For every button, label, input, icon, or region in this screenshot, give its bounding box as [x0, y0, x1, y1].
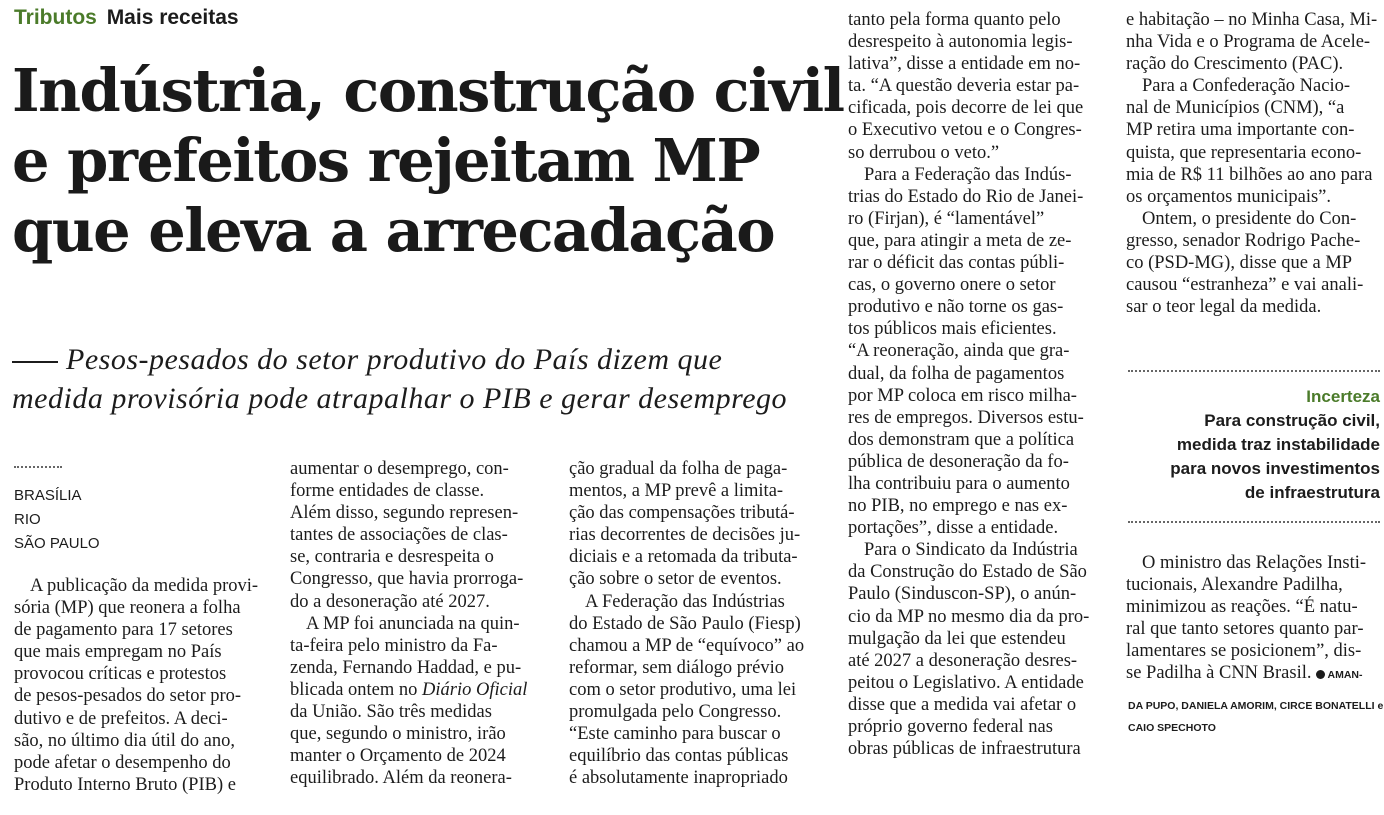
text-line: ral que tanto setores quanto par- — [1126, 619, 1364, 640]
text-line: pode afetar o desempenho do — [14, 752, 231, 773]
text-line: se Padilha à CNN Brasil. — [1126, 663, 1312, 684]
text-line: Para a Confederação Nacio- — [1142, 76, 1351, 97]
text-line: provocou críticas e protestos — [14, 664, 227, 685]
text-line: Congresso, que havia prorroga- — [290, 569, 524, 590]
text-line: que, segundo o ministro, irão — [290, 724, 506, 745]
text-line: dutivo e de prefeitos. A deci- — [14, 708, 228, 729]
byline-line: DA PUPO, DANIELA AMORIM, CIRCE BONATELLI e — [1128, 700, 1384, 712]
text-line: do a desoneração até 2027. — [290, 591, 490, 612]
article-column-5 — [1126, 9, 1384, 318]
dateline-place: RIO — [14, 511, 41, 528]
text-line: produtivo e não torne os gas- — [848, 297, 1064, 318]
text-line: dual, da folha de pagamentos — [848, 363, 1065, 384]
paragraph — [290, 458, 548, 613]
dateline-place: SÃO PAULO — [14, 535, 100, 552]
text-line: desrespeito à autonomia legis- — [848, 32, 1073, 53]
article-column-1 — [14, 575, 272, 796]
text-line: cio da MP no mesmo dia da pro- — [848, 606, 1090, 627]
text-line: os orçamentos municipais”. — [1126, 186, 1331, 207]
subhead-line: Para construção civil, — [1204, 411, 1380, 430]
text-line: ro (Firjan), é “lamentável” — [848, 208, 1045, 229]
text-line: minimizou as reações. “É natu- — [1126, 597, 1358, 618]
text-line: ração do Crescimento (PAC). — [1126, 54, 1344, 75]
text-line: lha contribuiu para o aumento — [848, 473, 1070, 494]
text-line: nha Vida e o Programa de Acele- — [1126, 32, 1371, 53]
dateline-place: BRASÍLIA — [14, 487, 82, 504]
text-line: peitou o Legislativo. A entidade — [848, 672, 1084, 693]
text-line: da União. São três medidas — [290, 702, 492, 723]
section-name: Tributos — [14, 6, 97, 29]
text-line: no PIB, no emprego e nas ex- — [848, 496, 1068, 517]
text-line: res de empregos. Diversos estu- — [848, 407, 1084, 428]
text-line: O ministro das Relações Insti- — [1142, 553, 1367, 573]
text-line: cas, o governo onere o setor — [848, 275, 1056, 296]
text-line: A MP foi anunciada na quin- — [306, 613, 520, 634]
text-line: Ontem, o presidente do Con- — [1142, 208, 1357, 229]
text-line: e habitação – no Minha Casa, Mi- — [1126, 10, 1378, 30]
byline — [1128, 695, 1383, 739]
paragraph — [1126, 208, 1384, 318]
text-line: “Este caminho para buscar o — [569, 724, 781, 745]
text-line: mulgação da lei que estendeu — [848, 628, 1066, 649]
paragraph — [290, 701, 548, 789]
text-line: ta-feira pelo ministro da Fa- — [290, 635, 498, 656]
text-line: se, contraria e desrespeita o — [290, 547, 494, 568]
paragraph — [1126, 552, 1384, 662]
article-column-3 — [569, 458, 827, 789]
text-line: tos públicos mais eficientes. — [848, 319, 1057, 340]
byline-start: AMAN- — [1327, 669, 1363, 682]
text-line: promulgada pelo Congresso. — [569, 702, 782, 723]
text-line: A Federação das Indústrias — [585, 591, 785, 612]
paragraph — [848, 9, 1106, 164]
paragraph — [569, 591, 827, 790]
paragraph — [1126, 9, 1384, 75]
deck-line: medida provisória pode atrapalhar o PIB e gerar desemprego — [12, 382, 788, 415]
text-line: de pesos-pesados do setor pro- — [14, 686, 242, 707]
text-line: chamou a MP de “equívoco” ao — [569, 635, 805, 656]
text-line: tanto pela forma quanto pelo — [848, 10, 1061, 30]
text-line: zenda, Fernando Haddad, e pu- — [290, 657, 522, 678]
dotted-divider — [1128, 521, 1380, 523]
newspaper-name: Diário Oficial — [422, 679, 528, 700]
subhead-label: Incerteza — [1306, 387, 1380, 406]
text-line: trias do Estado do Rio de Janei- — [848, 186, 1084, 207]
text-line: Produto Interno Bruto (PIB) e — [14, 774, 236, 795]
text-line: da Construção do Estado de São — [848, 562, 1087, 583]
text-line: ção das compensações tributá- — [569, 503, 795, 524]
text-line: ção sobre o setor de eventos. — [569, 569, 782, 590]
text-line: portações”, disse a entidade. — [848, 518, 1059, 539]
text-line: cificada, pois decorre de lei que — [848, 98, 1084, 119]
text-line: lamentares se posicionem”, dis- — [1126, 641, 1362, 662]
headline-line: e prefeitos rejeitam MP — [12, 126, 760, 195]
text-line: com o setor produtivo, uma lei — [569, 679, 797, 700]
text-line: mia de R$ 11 bilhões ao ano para — [1126, 164, 1373, 185]
text-line: “A reoneração, ainda que gra- — [848, 341, 1070, 362]
text-line: nal de Municípios (CNM), “a — [1126, 98, 1345, 119]
text-line: lativa”, disse a entidade em no- — [848, 54, 1081, 75]
text-line: tucionais, Alexandre Padilha, — [1126, 575, 1343, 596]
text-line: Para a Federação das Indús- — [864, 164, 1072, 185]
text-line: gresso, senador Rodrigo Pache- — [1126, 230, 1361, 251]
text-line: que, para atingir a meta de ze- — [848, 230, 1072, 251]
subhead-line: para novos investimentos — [1170, 459, 1380, 478]
article-column-5-bottom — [1126, 552, 1384, 687]
deck-rule — [12, 361, 58, 363]
text-line: forme entidades de classe. — [290, 481, 485, 502]
text-line: equilibrado. Além da reonera- — [290, 768, 512, 789]
dotted-divider — [1128, 370, 1380, 372]
subhead-line: de infraestrutura — [1244, 483, 1380, 502]
text-line — [1126, 662, 1384, 686]
end-bullet-icon — [1316, 670, 1325, 679]
text-line: reformar, sem diálogo prévio — [569, 657, 785, 678]
article-column-4 — [848, 9, 1106, 760]
text-line: Paulo (Sinduscon-SP), o anún- — [848, 584, 1077, 605]
text-line: tantes de associações de clas- — [290, 525, 508, 546]
text-line: pública de desoneração da fo- — [848, 451, 1069, 472]
text-line: são, no último dia útil do ano, — [14, 730, 235, 751]
text-line: é absolutamente inapropriado — [569, 768, 788, 789]
byline-line: CAIO SPECHOTO — [1128, 722, 1216, 734]
text-line: obras públicas de infraestrutura — [848, 739, 1081, 760]
text-line: ção gradual da folha de paga- — [569, 459, 788, 479]
section-topic: Mais receitas — [106, 6, 239, 29]
section-kicker — [14, 6, 239, 30]
text-line: Para o Sindicato da Indústria — [864, 540, 1078, 561]
text-line: diciais e a retomada da tributa- — [569, 547, 798, 568]
text-line: que mais empregam no País — [14, 642, 222, 663]
text-line — [290, 679, 548, 701]
text-line: até 2027 a desoneração desres- — [848, 650, 1078, 671]
text-line: dos demonstram que a política — [848, 429, 1075, 450]
subhead — [1128, 409, 1380, 505]
text-line: co (PSD-MG), disse que a MP — [1126, 253, 1353, 274]
text-line: manter o Orçamento de 2024 — [290, 746, 506, 767]
paragraph — [290, 613, 548, 679]
text-line: o Executivo vetou e o Congres- — [848, 120, 1082, 141]
headline-line: Indústria, construção civil — [12, 56, 844, 125]
text-line: MP retira uma importante con- — [1126, 120, 1355, 141]
text-line: Além disso, segundo represen- — [290, 503, 519, 524]
subhead-line: medida traz instabilidade — [1176, 435, 1380, 454]
headline — [12, 56, 844, 266]
article-column-2 — [290, 458, 548, 789]
text-line: sória (MP) que reonera a folha — [14, 598, 241, 619]
deck-line: Pesos-pesados do setor produtivo do País dizem que — [66, 343, 723, 376]
text-line: próprio governo federal nas — [848, 717, 1053, 737]
text-line: disse que a medida vai afetar o — [848, 694, 1077, 715]
paragraph — [848, 164, 1106, 540]
text-line: do Estado de São Paulo (Fiesp) — [569, 613, 801, 634]
paragraph — [1126, 75, 1384, 208]
text-line: sar o teor legal da medida. — [1126, 297, 1322, 318]
text-line: so derrubou o veto.” — [848, 142, 1000, 163]
text-line: blicada ontem no — [290, 679, 418, 700]
dotted-divider — [14, 466, 62, 468]
deck — [12, 340, 812, 418]
text-line: quista, que representaria econo- — [1126, 142, 1362, 163]
text-line: por MP coloca em risco milha- — [848, 385, 1077, 406]
text-line: rias decorrentes de decisões ju- — [569, 525, 801, 546]
text-line: A publicação da medida provi- — [30, 576, 259, 596]
dateline — [14, 484, 100, 556]
text-line: mentos, a MP prevê a limita- — [569, 481, 784, 502]
text-line: de pagamento para 17 setores — [14, 620, 233, 641]
headline-line: que eleva a arrecadação — [12, 196, 775, 265]
text-line: ta. “A questão deveria estar pa- — [848, 76, 1080, 97]
paragraph — [569, 458, 827, 591]
text-line: rar o déficit das contas públi- — [848, 253, 1065, 274]
text-line: causou “estranheza” e vai anali- — [1126, 275, 1364, 296]
text-line: equilíbrio das contas públicas — [569, 746, 789, 767]
paragraph — [848, 539, 1106, 760]
text-line: aumentar o desemprego, con- — [290, 459, 509, 479]
